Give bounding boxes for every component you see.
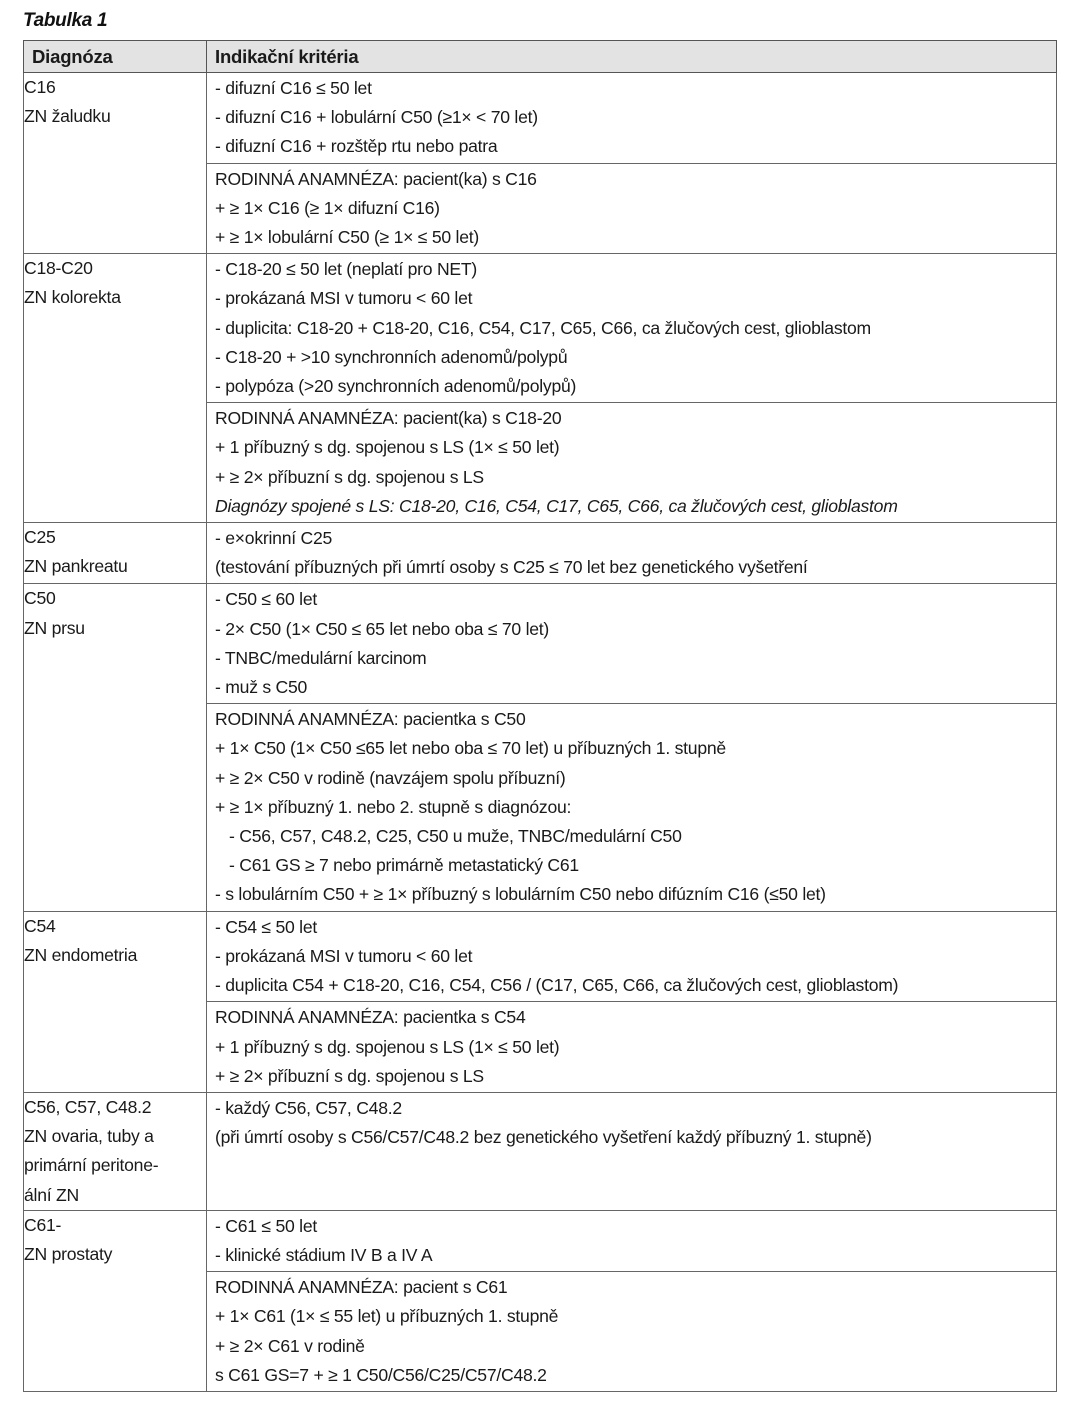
- family-history-block: [207, 1271, 1056, 1391]
- criteria-line: - polypóza (>20 synchronních adenomů/polypů): [215, 376, 577, 397]
- criteria-cell: [207, 523, 1057, 584]
- criteria-line: + ≥ 1× lobulární C50 (≥ 1× ≤ 50 let): [215, 227, 479, 248]
- criteria-line: (při úmrtí osoby s C56/C57/C48.2 bez genetického vyšetření každý příbuzný 1. stupně): [215, 1127, 872, 1148]
- table-row: [24, 584, 1057, 911]
- criteria-line: + ≥ 2× C50 v rodině (navzájem spolu příbuzní): [215, 767, 566, 788]
- diagnosis-code: C25: [24, 527, 56, 548]
- family-history-block: [207, 402, 1056, 522]
- table-header-row: [24, 41, 1057, 73]
- diagnosis-code: C18-C20: [24, 258, 93, 279]
- family-history-block: [207, 703, 1056, 910]
- criteria-line: - C18-20 ≤ 50 let (neplatí pro NET): [215, 259, 477, 280]
- criteria-line: - 2× C50 (1× C50 ≤ 65 let nebo oba ≤ 70 let): [215, 618, 550, 639]
- criteria-line: RODINNÁ ANAMNÉZA: pacient(ka) s C16: [215, 168, 537, 189]
- diagnosis-name: ZN ovaria, tuby a: [24, 1126, 154, 1147]
- criteria-line: s C61 GS=7 + ≥ 1 C50/C56/C25/C57/C48.2: [215, 1364, 547, 1385]
- diagnosis-cell: [24, 254, 207, 523]
- table-row: [24, 254, 1057, 523]
- criteria-line: - každý C56, C57, C48.2: [215, 1097, 402, 1118]
- criteria-line: RODINNÁ ANAMNÉZA: pacientka s C50: [215, 709, 526, 730]
- diagnosis-cell: [24, 1092, 207, 1210]
- criteria-line: Diagnózy spojené s LS: C18-20, C16, C54, C17, C65, C66, ca žlučových cest, glioblastom: [215, 495, 898, 516]
- criteria-line: RODINNÁ ANAMNÉZA: pacient s C61: [215, 1277, 508, 1298]
- criteria-block: [207, 1211, 1056, 1271]
- diagnosis-name: ZN žaludku: [24, 106, 111, 127]
- diagnosis-code: C56, C57, C48.2: [24, 1096, 152, 1117]
- table-row: [24, 1210, 1057, 1391]
- criteria-line: - C56, C57, C48.2, C25, C50 u muže, TNBC/medulární C50: [229, 826, 682, 847]
- criteria-block: [207, 1093, 1056, 1153]
- criteria-cell: [207, 254, 1057, 523]
- diagnosis-code: C54: [24, 915, 56, 936]
- diagnosis-cell: [24, 911, 207, 1092]
- criteria-block: [207, 254, 1056, 402]
- table-row: [24, 911, 1057, 1092]
- criteria-cell: [207, 584, 1057, 911]
- table-row: [24, 1092, 1057, 1210]
- criteria-cell: [207, 73, 1057, 254]
- criteria-line: + 1× C50 (1× C50 ≤65 let nebo oba ≤ 70 let) u příbuzných 1. stupně: [215, 738, 726, 759]
- header-criteria: Indikační kritéria: [207, 41, 1057, 73]
- diagnosis-name: ální ZN: [24, 1184, 79, 1205]
- criteria-line: - C61 ≤ 50 let: [215, 1215, 317, 1236]
- criteria-line: - klinické stádium IV B a IV A: [215, 1244, 433, 1265]
- diagnosis-name: ZN endometria: [24, 944, 138, 965]
- criteria-line: - C61 GS ≥ 7 nebo primárně metastatický C61: [229, 855, 579, 876]
- criteria-line: - muž s C50: [215, 677, 308, 698]
- criteria-line: (testování příbuzných při úmrtí osoby s C25 ≤ 70 let bez genetického vyšetření: [215, 557, 808, 578]
- criteria-line: + 1 příbuzný s dg. spojenou s LS (1× ≤ 50 let): [215, 437, 560, 458]
- criteria-line: - duplicita C54 + C18-20, C16, C54, C56 / (C17, C65, C66, ca žlučových cest, glioblastom): [215, 975, 899, 996]
- criteria-cell: [207, 911, 1057, 1092]
- diagnosis-code: C16: [24, 77, 56, 97]
- diagnosis-cell: [24, 584, 207, 911]
- criteria-block: [207, 912, 1056, 1002]
- table-body: [24, 73, 1057, 1392]
- criteria-line: + ≥ 1× C16 (≥ 1× difuzní C16): [215, 197, 440, 218]
- diagnosis-code: C50: [24, 588, 56, 609]
- criteria-cell: [207, 1092, 1057, 1210]
- diagnosis-name: primární peritone-: [24, 1155, 159, 1176]
- criteria-cell: [207, 1210, 1057, 1391]
- criteria-line: - duplicita: C18-20 + C18-20, C16, C54, C17, C65, C66, ca žlučových cest, glioblastom: [215, 317, 871, 338]
- criteria-line: RODINNÁ ANAMNÉZA: pacient(ka) s C18-20: [215, 408, 562, 429]
- criteria-line: + 1× C61 (1× ≤ 55 let) u příbuzných 1. stupně: [215, 1306, 559, 1327]
- diagnosis-cell: [24, 523, 207, 584]
- criteria-line: RODINNÁ ANAMNÉZA: pacientka s C54: [215, 1007, 526, 1028]
- table-caption: Tabulka 1: [23, 10, 108, 31]
- diagnosis-name: ZN pankreatu: [24, 556, 128, 577]
- criteria-line: - C50 ≤ 60 let: [215, 589, 317, 610]
- criteria-line: - e×okrinní C25: [215, 528, 333, 549]
- header-diagnosis: Diagnóza: [24, 41, 207, 73]
- criteria-line: - s lobulárním C50 + ≥ 1× příbuzný s lobulárním C50 nebo difúzním C16 (≤50 let): [215, 884, 826, 905]
- indication-criteria-table: [23, 40, 1057, 1392]
- criteria-block: [207, 584, 1056, 703]
- family-history-block: [207, 1001, 1056, 1092]
- criteria-line: + ≥ 1× příbuzný 1. nebo 2. stupně s diagnózou:: [215, 796, 572, 817]
- diagnosis-name: ZN prostaty: [24, 1243, 113, 1264]
- criteria-line: + ≥ 2× příbuzní s dg. spojenou s LS: [215, 1065, 484, 1086]
- diagnosis-name: ZN prsu: [24, 617, 85, 638]
- criteria-line: + 1 příbuzný s dg. spojenou s LS (1× ≤ 50 let): [215, 1036, 560, 1057]
- diagnosis-name: ZN kolorekta: [24, 287, 121, 308]
- criteria-line: + ≥ 2× příbuzní s dg. spojenou s LS: [215, 466, 484, 487]
- family-history-block: [207, 163, 1056, 254]
- criteria-line: - TNBC/medulární karcinom: [215, 647, 427, 668]
- criteria-line: - difuzní C16 ≤ 50 let: [215, 78, 372, 98]
- criteria-block: [207, 523, 1056, 583]
- criteria-block: [207, 73, 1056, 163]
- criteria-line: + ≥ 2× C61 v rodině: [215, 1335, 365, 1356]
- table-row: [24, 73, 1057, 254]
- criteria-line: - prokázaná MSI v tumoru < 60 let: [215, 945, 473, 966]
- diagnosis-cell: [24, 1210, 207, 1391]
- criteria-line: - C54 ≤ 50 let: [215, 916, 317, 937]
- table-row: [24, 523, 1057, 584]
- criteria-line: - difuzní C16 + rozštěp rtu nebo patra: [215, 136, 498, 157]
- criteria-line: - difuzní C16 + lobulární C50 (≥1× < 70 let): [215, 107, 538, 128]
- criteria-line: - C18-20 + >10 synchronních adenomů/polypů: [215, 346, 568, 367]
- criteria-line: - prokázaná MSI v tumoru < 60 let: [215, 288, 473, 309]
- diagnosis-code: C61-: [24, 1214, 62, 1235]
- diagnosis-cell: [24, 73, 207, 254]
